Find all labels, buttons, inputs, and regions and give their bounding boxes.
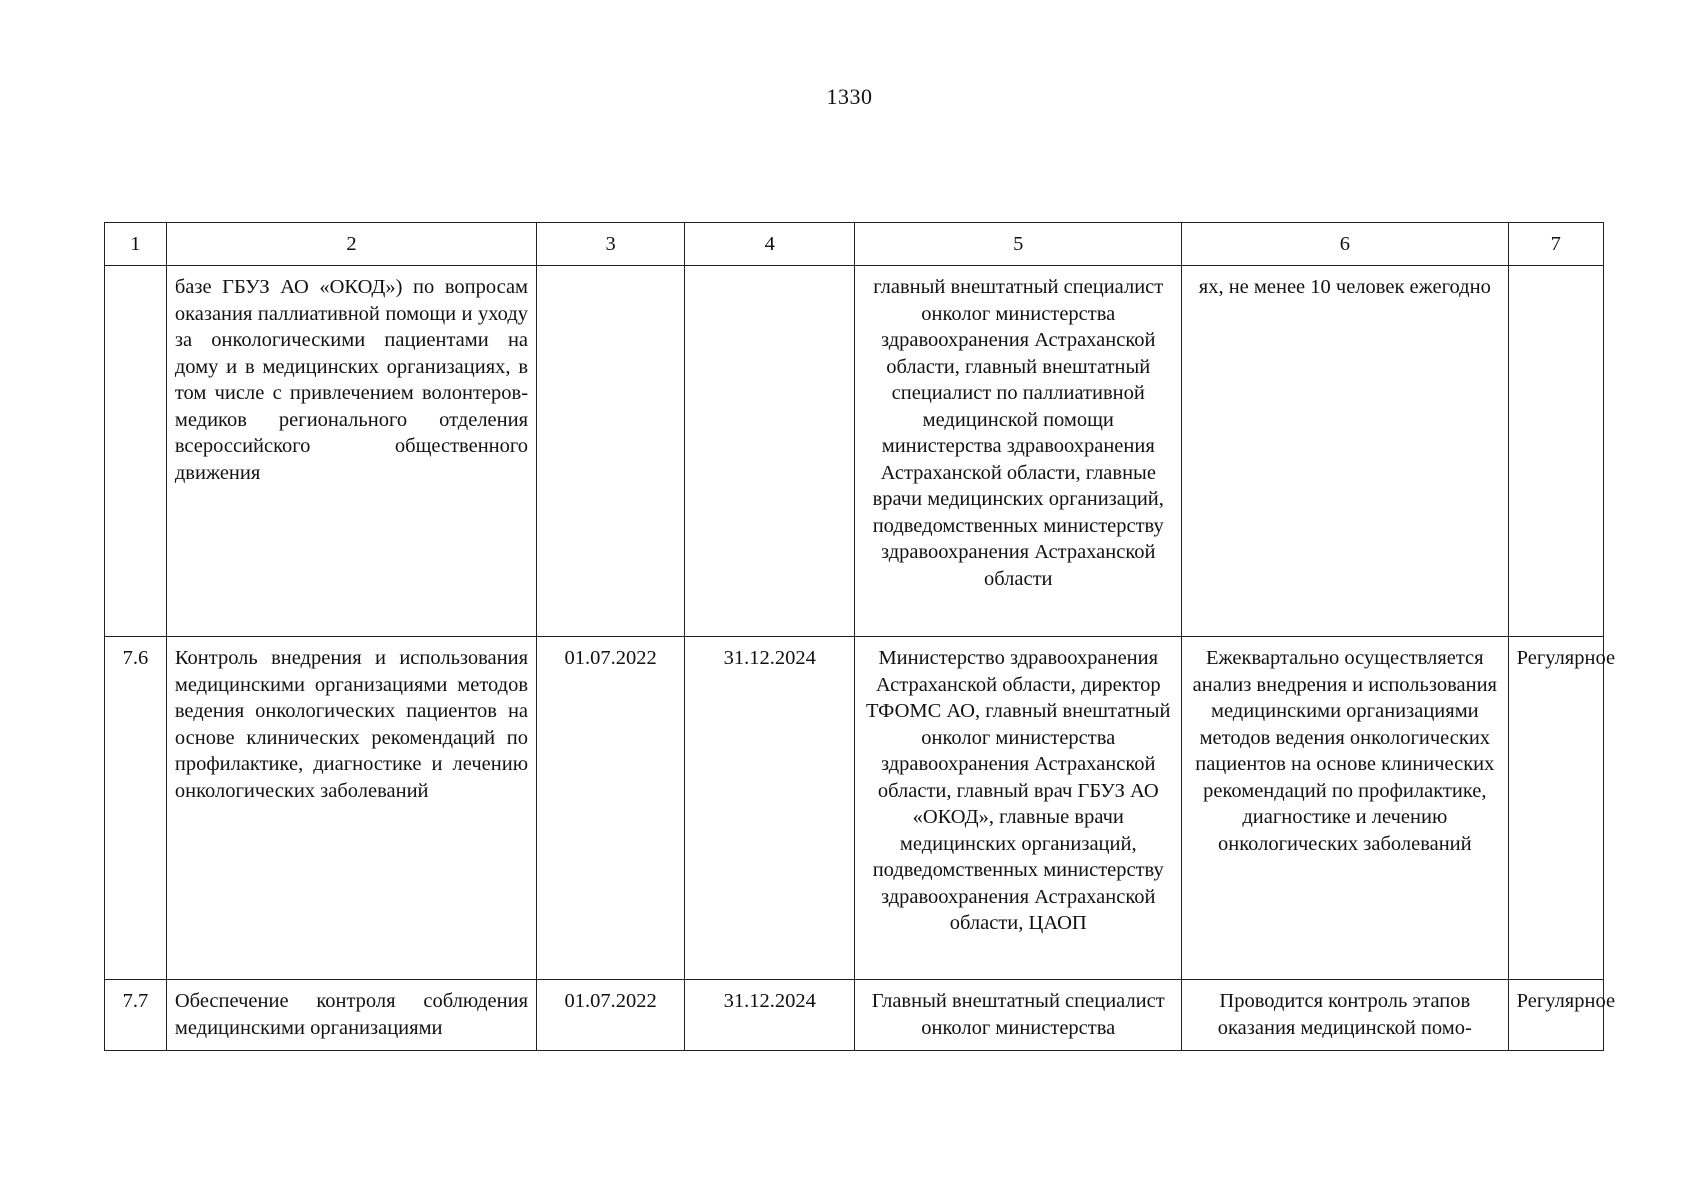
responsible-parties: Главный внештатный специалист онколог министерства bbox=[855, 980, 1182, 1051]
table-row bbox=[105, 266, 1604, 637]
header-cell-2: 2 bbox=[166, 223, 536, 266]
responsible-parties: Министерство здравоохранения Астраханской области, директор ТФОМС АО, главный внештатный онколог министерства здравоохранения Астраханской области, главный врач ГБУЗ АО «ОКОД», главные врачи медицинских организаций, подведомственных министерству здравоохранения Астраханской области, ЦАОП bbox=[855, 637, 1182, 980]
row-number: 7.7 bbox=[105, 980, 167, 1051]
activity-description: базе ГБУЗ АО «ОКОД») по вопросам оказания паллиативной помощи и уходу за онкологическими пациентами на дому и в медицинских организациях, в том числе с привлечением волонтеров-медиков регионального отделения всероссийского общественного движения bbox=[166, 266, 536, 637]
start-date bbox=[537, 266, 685, 637]
activity-type: Регулярное bbox=[1508, 637, 1603, 980]
activity-description: Контроль внедрения и использования медицинскими организациями методов ведения онкологических пациентов на основе клинических рекомендаций по профилактике, диагностике и лечению онкологических заболеваний bbox=[166, 637, 536, 980]
expected-result: Проводится контроль этапов оказания медицинской помо- bbox=[1182, 980, 1509, 1051]
table-row bbox=[105, 980, 1604, 1051]
activity-type bbox=[1508, 266, 1603, 637]
expected-result: Ежеквартально осуществляется анализ внедрения и использования медицинскими организациями методов ведения онкологических пациентов на основе клинических рекомендаций по профилактике, диагностике и лечению онкологических заболеваний bbox=[1182, 637, 1509, 980]
expected-result: ях, не менее 10 человек ежегодно bbox=[1182, 266, 1509, 637]
row-number bbox=[105, 266, 167, 637]
end-date: 31.12.2024 bbox=[685, 980, 855, 1051]
table-row bbox=[105, 637, 1604, 980]
end-date bbox=[685, 266, 855, 637]
header-cell-4: 4 bbox=[685, 223, 855, 266]
header-cell-6: 6 bbox=[1182, 223, 1509, 266]
page-number: 1330 bbox=[826, 84, 873, 109]
activity-type: Регулярное bbox=[1508, 980, 1603, 1051]
start-date: 01.07.2022 bbox=[537, 980, 685, 1051]
header-cell-7: 7 bbox=[1508, 223, 1603, 266]
header-cell-3: 3 bbox=[537, 223, 685, 266]
activity-description: Обеспечение контроля соблюдения медицинскими организациями bbox=[166, 980, 536, 1051]
start-date: 01.07.2022 bbox=[537, 637, 685, 980]
header-cell-1: 1 bbox=[105, 223, 167, 266]
header-cell-5: 5 bbox=[855, 223, 1182, 266]
end-date: 31.12.2024 bbox=[685, 637, 855, 980]
plan-table bbox=[104, 222, 1616, 1051]
responsible-parties: главный внештатный специалист онколог министерства здравоохранения Астраханской области, главный внештатный специалист по паллиативной медицинской помощи министерства здравоохранения Астраханской области, главные врачи медицинских организаций, подведомственных министерству здравоохранения Астраханской области bbox=[855, 266, 1182, 637]
header-row bbox=[105, 223, 1604, 266]
row-number: 7.6 bbox=[105, 637, 167, 980]
